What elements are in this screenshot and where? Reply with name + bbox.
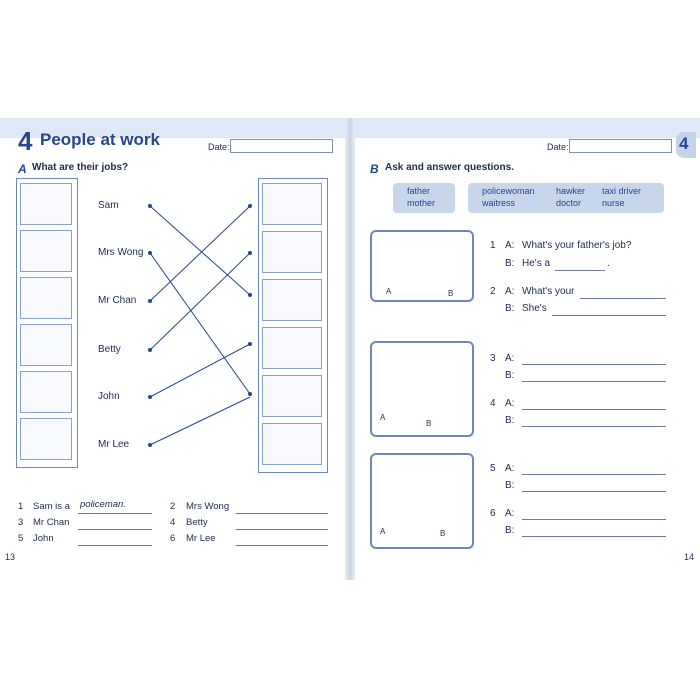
answer-line[interactable] (522, 409, 666, 410)
answer-label-sam: Sam is a (33, 501, 70, 512)
word-box-jobs (468, 183, 664, 213)
objects-column (258, 178, 328, 473)
speaker-a-label: A (380, 413, 386, 422)
word-mother: mother (407, 198, 436, 208)
answer-line[interactable] (236, 513, 328, 514)
name-sam: Sam (98, 200, 119, 211)
answer-text: He's a (522, 258, 551, 269)
match-dot-left (148, 299, 152, 303)
answer-line[interactable] (522, 491, 666, 492)
name-mr-lee: Mr Lee (98, 439, 130, 450)
page-number-left: 13 (5, 552, 16, 562)
coat-stethoscope-illustration (262, 375, 322, 417)
speaker-a-label: A (386, 287, 392, 296)
section-b-letter: B (370, 162, 379, 176)
match-dot-left (148, 395, 152, 399)
answer-line[interactable] (78, 545, 152, 546)
match-dot-left (148, 443, 152, 447)
match-dot-right (248, 392, 252, 396)
word-waitress: waitress (482, 198, 516, 208)
unit-number: 4 (18, 126, 33, 156)
question-text: What's your (522, 286, 575, 297)
answer-label-john: John (33, 533, 54, 544)
question-number: 6 (490, 508, 496, 519)
answer-line[interactable] (555, 270, 605, 271)
match-dot-left (148, 251, 152, 255)
answer-number: 2 (170, 501, 176, 512)
speaker-b-label: B (448, 289, 454, 298)
dialogue-picture-1 (370, 230, 474, 302)
match-dot-right (248, 293, 252, 297)
page-number-right: 14 (684, 552, 695, 562)
header-wave-right (355, 118, 700, 138)
word-hawker: hawker (556, 186, 586, 196)
answer-label-mr-chan: Mr Chan (33, 517, 70, 528)
question-number: 5 (490, 463, 496, 474)
answer-line[interactable] (78, 529, 152, 530)
name-mr-chan: Mr Chan (98, 295, 137, 306)
answer-line[interactable] (522, 426, 666, 427)
answer-line[interactable] (78, 513, 152, 514)
speaker-a-label: A (380, 527, 386, 536)
question-number: 4 (490, 398, 496, 409)
speaker-b: B: (505, 480, 515, 491)
answer-number: 4 (170, 517, 176, 528)
word-box-family (393, 183, 455, 213)
word-father: father (407, 186, 431, 196)
book-spine (345, 118, 355, 580)
section-b-title: Ask and answer questions. (385, 162, 514, 173)
speaker-a: A: (505, 508, 515, 519)
speaker-b: B: (505, 303, 515, 314)
unit-title: People at work (40, 130, 160, 149)
workbook-spread (0, 118, 700, 580)
speaker-b-label: B (440, 529, 446, 538)
match-dot-left (148, 348, 152, 352)
speaker-b: B: (505, 415, 515, 426)
speaker-b: B: (505, 525, 515, 536)
word-taxi-driver: taxi driver (602, 186, 642, 196)
answer-line[interactable] (580, 298, 666, 299)
word-policewoman: policewoman (482, 186, 535, 196)
answer-end: . (607, 258, 610, 269)
answer-line[interactable] (236, 545, 328, 546)
answer-line[interactable] (522, 381, 666, 382)
speaker-a: A: (505, 286, 515, 297)
answer-line[interactable] (552, 315, 666, 316)
handwritten-answer: policeman. (80, 499, 126, 510)
answer-number: 1 (18, 501, 24, 512)
answer-label-mr-lee: Mr Lee (186, 533, 216, 544)
match-dot-right (248, 342, 252, 346)
name-betty: Betty (98, 344, 121, 355)
section-a-letter: A (18, 162, 27, 176)
dialogue-picture-3 (370, 453, 474, 549)
answer-line[interactable] (522, 536, 666, 537)
word-doctor: doctor (556, 198, 582, 208)
basket-illustration (262, 423, 322, 465)
speaker-b: B: (505, 370, 515, 381)
police-cap-illustration (262, 279, 322, 321)
chef-hat-bowl-illustration (262, 183, 322, 225)
answer-number: 3 (18, 517, 24, 528)
match-dot-left (148, 204, 152, 208)
answer-number: 5 (18, 533, 24, 544)
question-number: 2 (490, 286, 496, 297)
speaker-b-label: B (426, 419, 432, 428)
word-nurse: nurse (602, 198, 625, 208)
speaker-a: A: (505, 463, 515, 474)
name-mrs-wong: Mrs Wong (98, 247, 144, 258)
speaker-a: A: (505, 353, 515, 364)
question-number: 3 (490, 353, 496, 364)
medicine-syringe-illustration (262, 231, 322, 273)
date-label-left: Date: (208, 142, 230, 152)
speaker-a: A: (505, 398, 515, 409)
answer-line[interactable] (522, 474, 666, 475)
answer-label-mrs-wong: Mrs Wong (186, 501, 230, 512)
question-number: 1 (490, 240, 496, 251)
section-a-title: What are their jobs? (32, 162, 129, 173)
answer-line[interactable] (522, 519, 666, 520)
answer-line[interactable] (522, 364, 666, 365)
match-dot-right (248, 204, 252, 208)
tray-bottle-illustration (262, 327, 322, 369)
dialogue-picture-2 (370, 341, 474, 437)
answer-line[interactable] (236, 529, 328, 530)
answer-number: 6 (170, 533, 176, 544)
speaker-a: A: (505, 240, 515, 251)
answer-text: She's (522, 303, 547, 314)
date-label-right: Date: (547, 142, 569, 152)
unit-tab-number: 4 (679, 134, 689, 153)
date-field-right[interactable] (569, 139, 672, 153)
question-text: What's your father's job? (522, 240, 632, 251)
unit-tab (676, 132, 696, 158)
name-john: John (98, 391, 120, 402)
match-dot-right (248, 251, 252, 255)
answer-label-betty: Betty (186, 517, 208, 528)
speaker-b: B: (505, 258, 515, 269)
